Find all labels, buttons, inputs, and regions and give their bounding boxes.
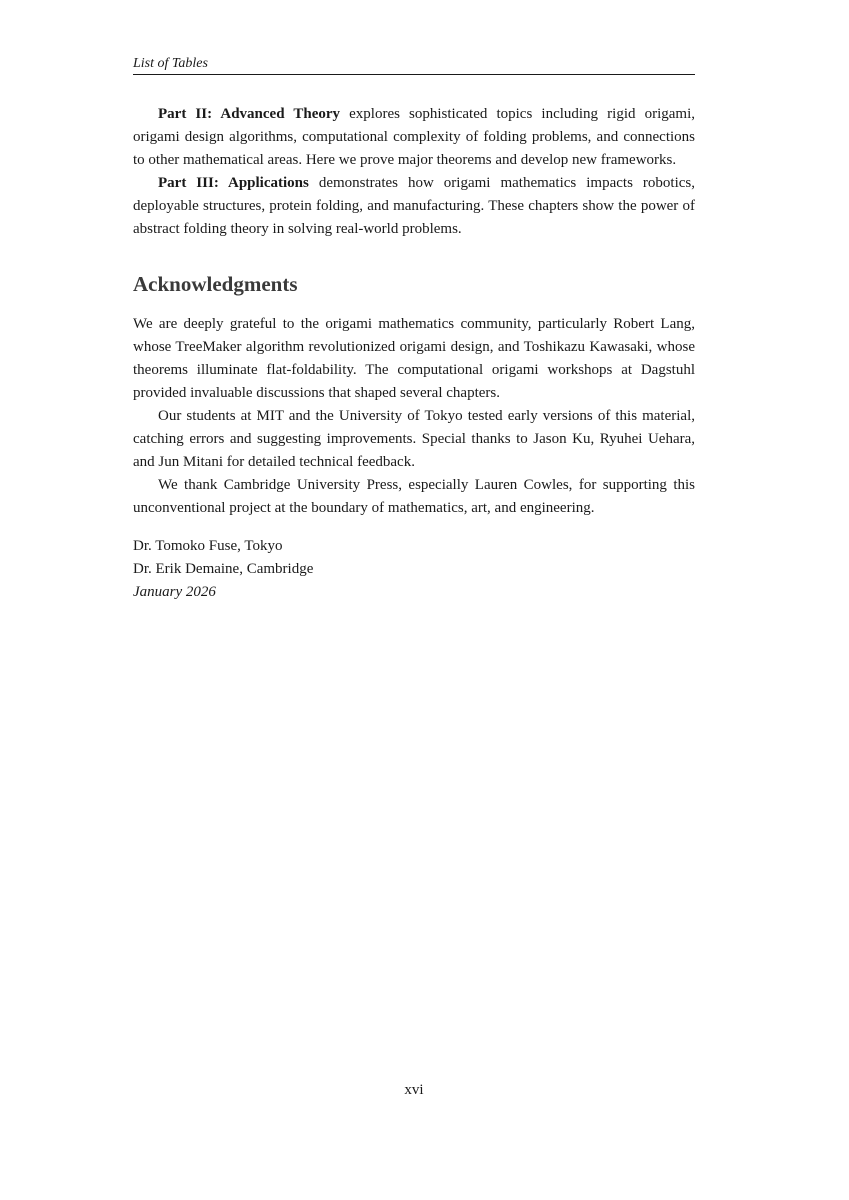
acknowledgments-section [133, 313, 695, 520]
intro-section [133, 103, 695, 241]
signature-author-2: Dr. Erik Demaine, Cambridge [133, 561, 314, 577]
acknowledgments-paragraph-1: We are deeply grateful to the origami mathematics community, particularly Robert Lang, whose TreeMaker algorithm revolutionized origami design, and Toshikazu Kawasaki, whose theorems illuminate flat-foldability. The computational origami workshops at Dagstuhl provided invaluable discussions that shaped several chapters. [133, 316, 695, 401]
part-two-text: explores sophisticated topics including rigid origami, origami design algorithms, computational complexity of folding problems, and connections to other mathematical areas. Here we prove major theorems and develop new frameworks. [133, 106, 695, 168]
signature-author-1: Dr. Tomoko Fuse, Tokyo [133, 538, 283, 554]
running-head: List of Tables [133, 55, 695, 75]
page-number: xvi [404, 1082, 424, 1098]
acknowledgments-heading: Acknowledgments [133, 272, 298, 296]
signature-date: January 2026 [133, 584, 216, 600]
part-three-paragraph [133, 172, 695, 241]
signature-block [133, 535, 313, 604]
part-three-label: Part III: Applications [158, 175, 309, 191]
part-two-paragraph [133, 103, 695, 172]
part-three-text: demonstrates how origami mathematics impacts robotics, deployable structures, protein folding, and manufacturing. These chapters show the power of abstract folding theory in solving real-world problems. [133, 175, 695, 237]
acknowledgments-paragraph-2: Our students at MIT and the University of Tokyo tested early versions of this material, catching errors and suggesting improvements. Special thanks to Jason Ku, Ryuhei Uehara, and Jun Mitani for detailed technical feedback. [133, 408, 695, 470]
acknowledgments-paragraph-3: We thank Cambridge University Press, especially Lauren Cowles, for supporting this unconventional project at the boundary of mathematics, art, and engineering. [133, 477, 695, 516]
part-two-label: Part II: Advanced Theory [158, 106, 341, 122]
